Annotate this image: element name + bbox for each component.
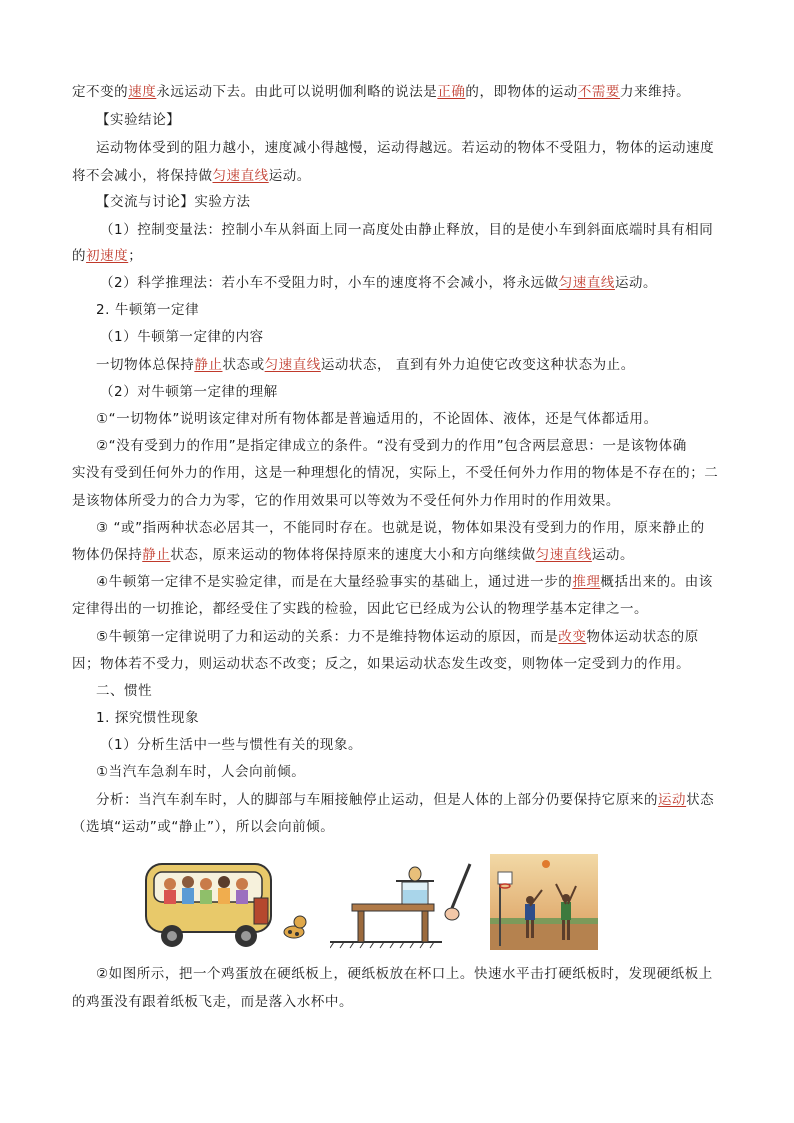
text-segment: ②如图所示，把一个鸡蛋放在硬纸板上，硬纸板放在杯口上。快速水平击打硬纸板时，发现硬纸板上 [96,966,713,982]
bus-braking-illustration [142,858,312,950]
text-segment: 物体运动状态的原 [586,629,699,645]
text-segment: ⑤牛顿第一定律说明了力和运动的关系：力不是维持物体运动的原因，而是 [96,629,559,645]
text-line-21 [96,627,756,647]
text-segment: 运动。 [268,168,311,184]
text-segment: 永远运动下去。由此可以说明伽利略的说法是 [156,84,438,100]
answer-blank: 初速度 [86,248,129,264]
answer-blank: 推理 [572,574,601,590]
text-segment: 二、惯性 [96,683,153,699]
text-segment: 一切物体总保持 [96,357,195,373]
text-segment: 运动物体受到的阻力越小，速度减小得越慢，运动得越远。若运动的物体不受阻力，物体的运动速度 [96,140,715,156]
text-segment: 状态 [686,792,715,808]
text-segment: 是该物体所受力的合力为零，它的作用效果可以等效为不受任何外力作用时的作用效果。 [72,493,620,509]
text-line-28 [72,817,732,837]
text-line-9 [96,300,756,320]
answer-blank: 静止 [142,547,171,563]
text-segment: 物体仍保持 [72,547,143,563]
text-segment: 【交流与讨论】实验方法 [96,194,251,210]
text-line-24 [96,708,756,728]
text-segment: 因；物体若不受力，则运动状态不改变；反之，如果运动状态发生改变，则物体一定受到力的作用。 [72,656,691,672]
text-line-2 [96,110,756,130]
text-segment: 概括出来的。由该 [600,574,713,590]
text-segment: 状态，原来运动的物体将保持原来的速度大小和方向继续做 [170,547,536,563]
answer-blank: 改变 [558,629,587,645]
text-line-17 [96,518,756,538]
text-line-19 [96,572,756,592]
text-line-10 [100,327,760,347]
text-line-14 [96,436,756,456]
answer-blank: 匀速直线 [264,357,321,373]
text-segment: ； [128,248,143,264]
text-segment: （2）科学推理法：若小车不受阻力时，小车的速度将不会减小，将永远做 [100,275,559,291]
text-segment: ③ “或”指两种状态必居其一，不能同时存在。也就是说，物体如果没有受到力的作用，原来静止的 [96,520,705,536]
text-line-5 [96,192,756,212]
text-segment: ②“没有受到力的作用”是指定律成立的条件。“没有受到力的作用”包含两层意思：一是该物体确 [96,438,687,454]
text-line-12 [100,382,760,402]
text-segment: 状态或 [222,357,265,373]
egg-on-card-over-cup-illustration [330,860,480,950]
text-line-3 [96,138,756,158]
text-segment: 【实验结论】 [96,112,181,128]
text-segment: 的鸡蛋没有跟着纸板飞走，而是落入水杯中。 [72,994,353,1010]
text-segment: （1）控制变量法：控制小车从斜面上同一高度处由静止释放，目的是使小车到斜面底端时具有相同 [100,222,714,238]
text-line-8 [100,273,760,293]
text-line-30 [72,992,732,1012]
text-segment: ④牛顿第一定律不是实验定律，而是在大量经验事实的基础上，通过进一步的 [96,574,573,590]
text-line-4 [72,166,732,186]
text-line-15 [72,463,732,483]
text-segment: 1. 探究惯性现象 [96,710,200,726]
text-segment: 2. 牛顿第一定律 [96,302,200,318]
text-segment: 实没有受到任何外力的作用，这是一种理想化的情况，实际上，不受任何外力作用的物体是不存在的；二 [72,465,719,481]
text-line-1 [72,82,732,102]
text-line-13 [96,409,756,429]
text-line-7 [72,246,732,266]
basketball-players-photo [490,854,598,950]
illustrations-row [0,850,794,950]
answer-blank: 运动 [658,792,687,808]
answer-blank: 匀速直线 [558,275,615,291]
text-segment: 的，即物体的运动 [465,84,578,100]
text-segment: 运动状态， 直到有外力迫使它改变这种状态为止。 [320,357,635,373]
text-segment: 将不会减小，将保持做 [72,168,213,184]
answer-blank: 匀速直线 [535,547,592,563]
text-line-6 [100,220,760,240]
answer-blank: 不需要 [577,84,620,100]
text-segment: 定律得出的一切推论，都经受住了实践的检验，因此它已经成为公认的物理学基本定律之一。 [72,601,649,617]
answer-blank: 匀速直线 [212,168,269,184]
text-segment: 力来维持。 [619,84,691,100]
text-segment: （1）分析生活中一些与惯性有关的现象。 [100,737,363,753]
text-line-26 [96,762,756,782]
text-segment: （选填“运动”或“静止”），所以会向前倾。 [72,819,335,835]
text-segment: 的 [72,248,87,264]
answer-blank: 静止 [194,357,223,373]
text-line-25 [100,735,760,755]
text-line-23 [96,681,756,701]
text-line-16 [72,491,732,511]
text-segment: ①“一切物体”说明该定律对所有物体都是普遍适用的，不论固体、液体，还是气体都适用。 [96,411,658,427]
text-line-20 [72,599,732,619]
answer-blank: 速度 [128,84,157,100]
text-line-29 [96,964,756,984]
text-segment: ①当汽车急刹车时，人会向前倾。 [96,764,306,780]
text-segment: （1）牛顿第一定律的内容 [100,329,264,345]
text-segment: 运动。 [591,547,635,563]
text-line-27 [96,790,756,810]
text-segment: （2）对牛顿第一定律的理解 [100,384,278,400]
text-line-11 [96,355,756,375]
answer-blank: 正确 [437,84,466,100]
text-segment: 定不变的 [72,84,129,100]
text-line-22 [72,654,732,674]
text-segment: 分析：当汽车刹车时，人的脚部与车厢接触停止运动，但是人体的上部分仍要保持它原来的 [96,792,658,808]
text-line-18 [72,545,732,565]
text-segment: 运动。 [614,275,658,291]
